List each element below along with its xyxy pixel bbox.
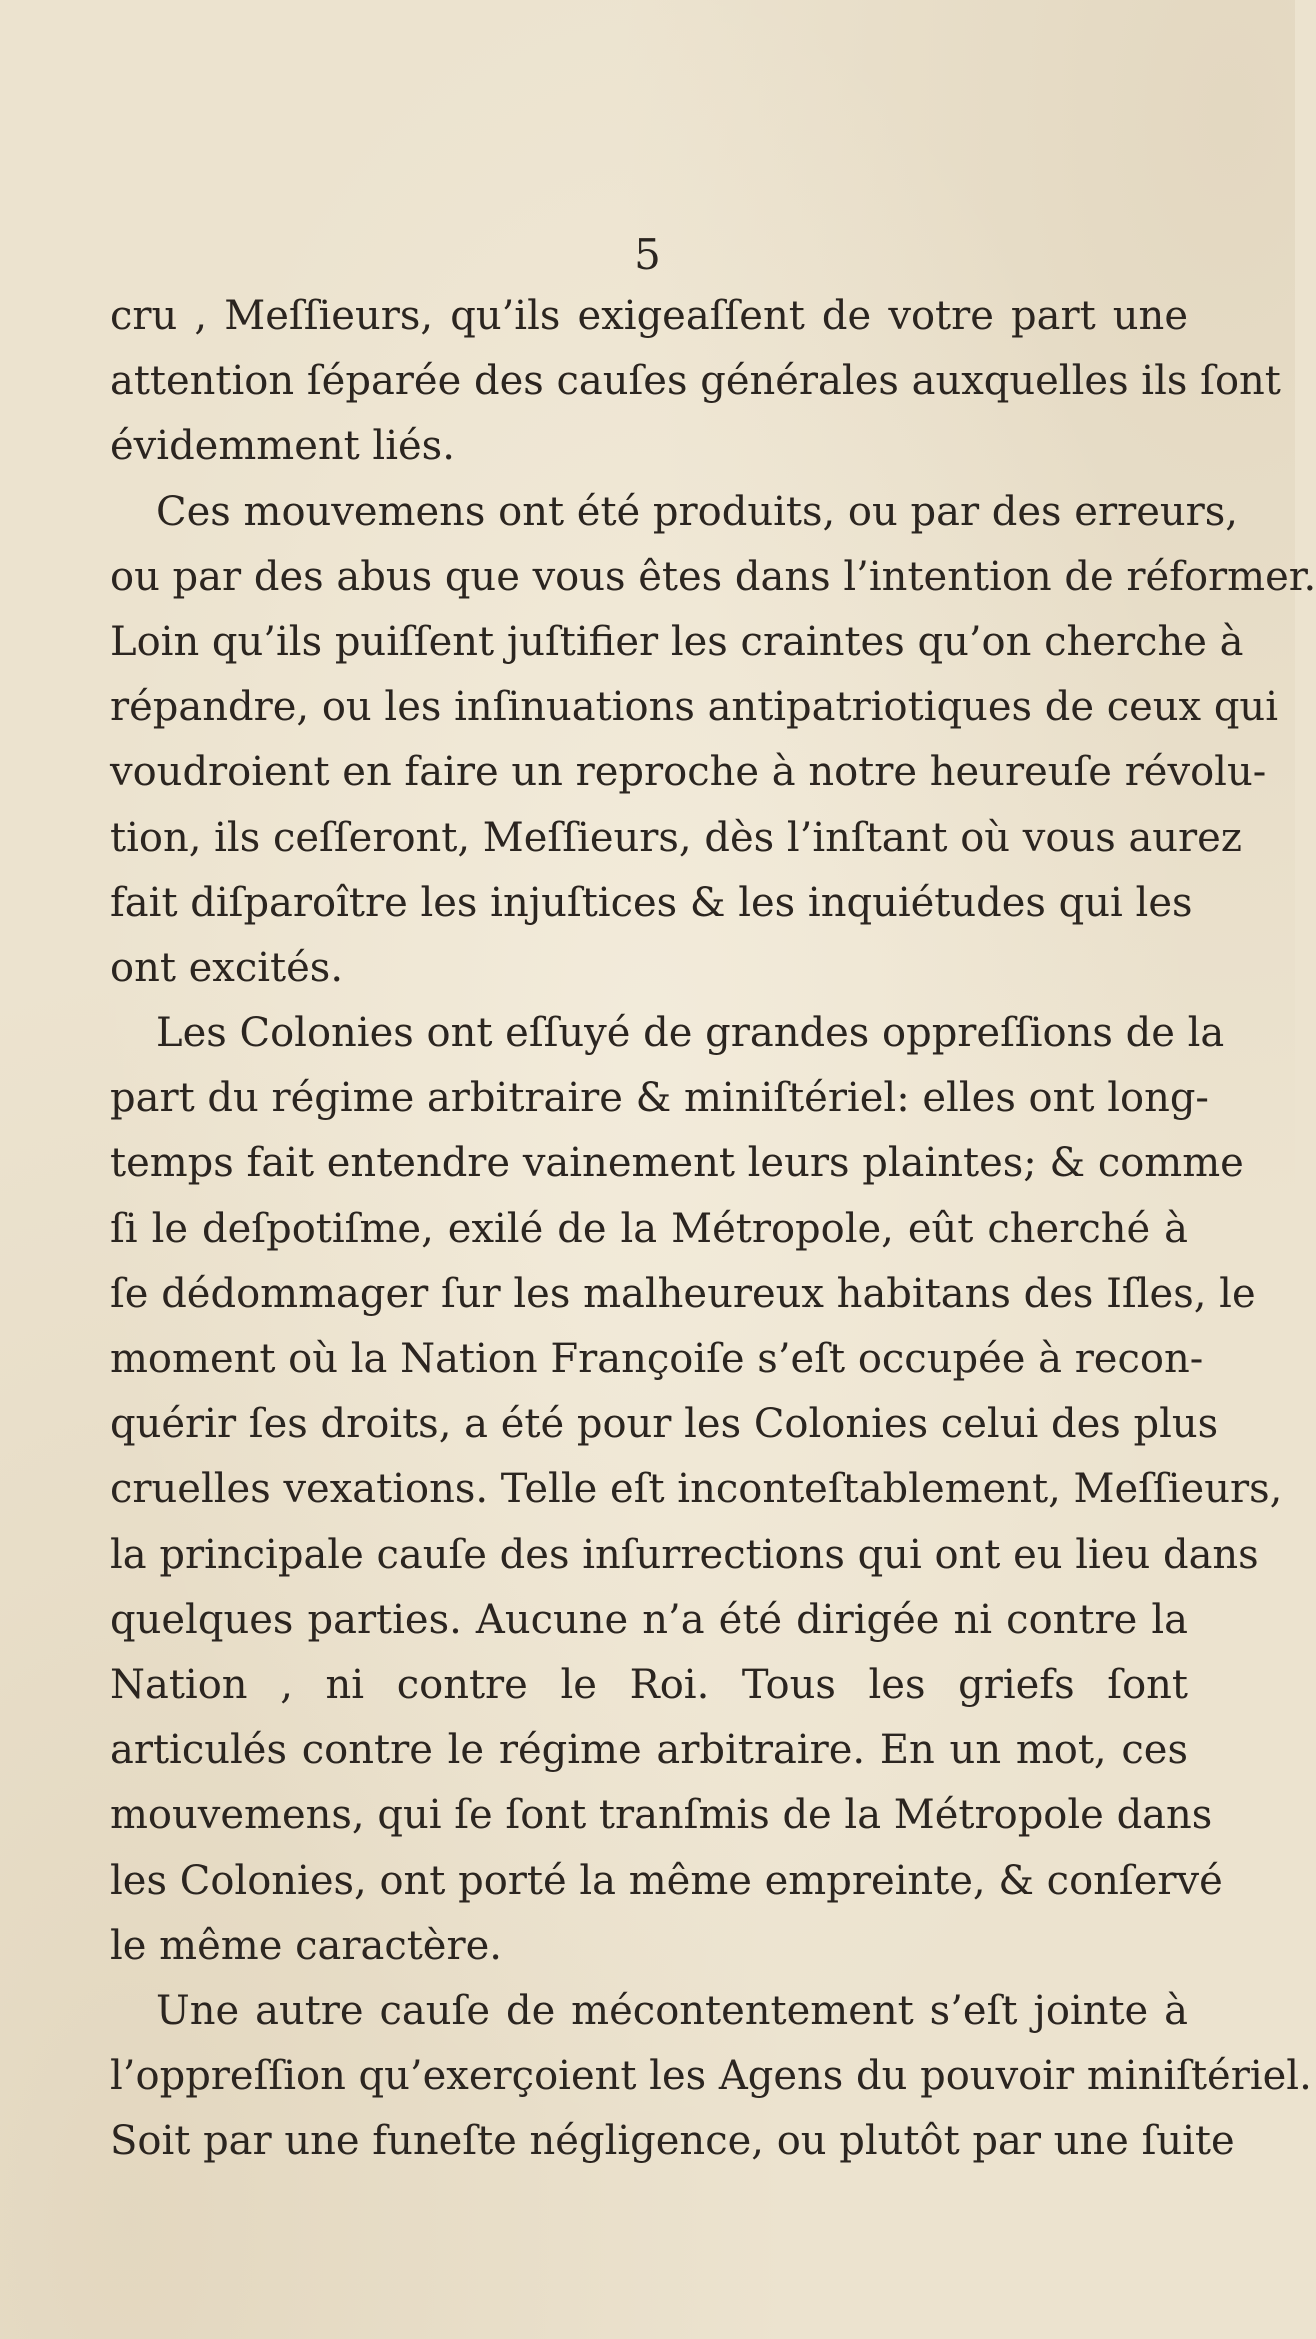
text-line: Ces mouvemens ont été produits, ou par des erreurs,: [156, 488, 1239, 535]
text-line: attention ſéparée des cauſes générales auxquelles ils ſont: [110, 358, 1281, 405]
text-line: ont excités.: [110, 944, 344, 991]
body-text: [110, 284, 1316, 2174]
text-line: répandre, ou les inſinuations antipatriotiques de ceux qui: [110, 684, 1278, 731]
text-line: ſi le deſpotiſme, exilé de la Métropole, eût cherché à: [110, 1205, 1188, 1252]
text-line: évidemment liés.: [110, 423, 455, 470]
text-line: Soit par une funeſte négligence, ou plutôt par une ſuite: [110, 2118, 1235, 2165]
text-line: voudroient en faire un reproche à notre heureuſe révolu-: [110, 749, 1267, 796]
text-line: les Colonies, ont porté la même empreinte, & conſervé: [110, 1857, 1223, 1904]
text-line: temps fait entendre vainement leurs plaintes; & comme: [110, 1140, 1244, 1187]
text-line: articulés contre le régime arbitraire. En un mot, ces: [110, 1727, 1188, 1774]
text-line: l’oppreſſion qu’exerçoient les Agens du pouvoir miniſtériel.: [110, 2053, 1312, 2100]
text-line: ou par des abus que vous êtes dans l’intention de réformer.: [110, 553, 1316, 600]
text-line: cru , Meſſieurs, qu’ils exigeaſſent de votre part une: [110, 293, 1188, 339]
paragraph-4: [110, 1979, 1312, 2175]
text-line: quelques parties. Aucune n’a été dirigée ni contre la: [110, 1596, 1188, 1643]
text-line: part du régime arbitraire & miniſtériel: elles ont long-: [110, 1075, 1209, 1122]
text-line: tion, ils ceſſeront, Meſſieurs, dès l’inſtant où vous aurez: [110, 814, 1242, 861]
text-line: Nation , ni contre le Roi. Tous les griefs ſont: [110, 1661, 1188, 1708]
text-line: le même caractère.: [110, 1922, 502, 1969]
text-line: Une autre cauſe de mécontentement s’eſt jointe à: [156, 1987, 1188, 2034]
text-line: fait diſparoître les injuſtices & les inquiétudes qui les: [110, 879, 1193, 926]
text-line: quérir ſes droits, a été pour les Colonies celui des plus: [110, 1401, 1219, 1448]
text-line: moment où la Nation Françoiſe s’eſt occupée à recon-: [110, 1336, 1204, 1382]
text-line: ſe dédommager ſur les malheureux habitans des Iſles, le: [110, 1270, 1256, 1317]
text-line: mouvemens, qui ſe ſont tranſmis de la Métropole dans: [110, 1792, 1213, 1839]
page-number: 5: [634, 230, 661, 279]
text-line: la principale cauſe des inſurrections qui ont eu lieu dans: [110, 1531, 1259, 1578]
paragraph-1: [110, 284, 1281, 480]
text-line: Loin qu’ils puiſſent juſtifier les craintes qu’on cherche à: [110, 618, 1244, 665]
paragraph-3: [110, 1001, 1283, 1979]
paragraph-2: [110, 480, 1316, 1002]
text-line: Les Colonies ont eſſuyé de grandes oppreſſions de la: [156, 1010, 1225, 1057]
text-line: cruelles vexations. Telle eſt inconteſtablement, Meſſieurs,: [110, 1466, 1283, 1513]
